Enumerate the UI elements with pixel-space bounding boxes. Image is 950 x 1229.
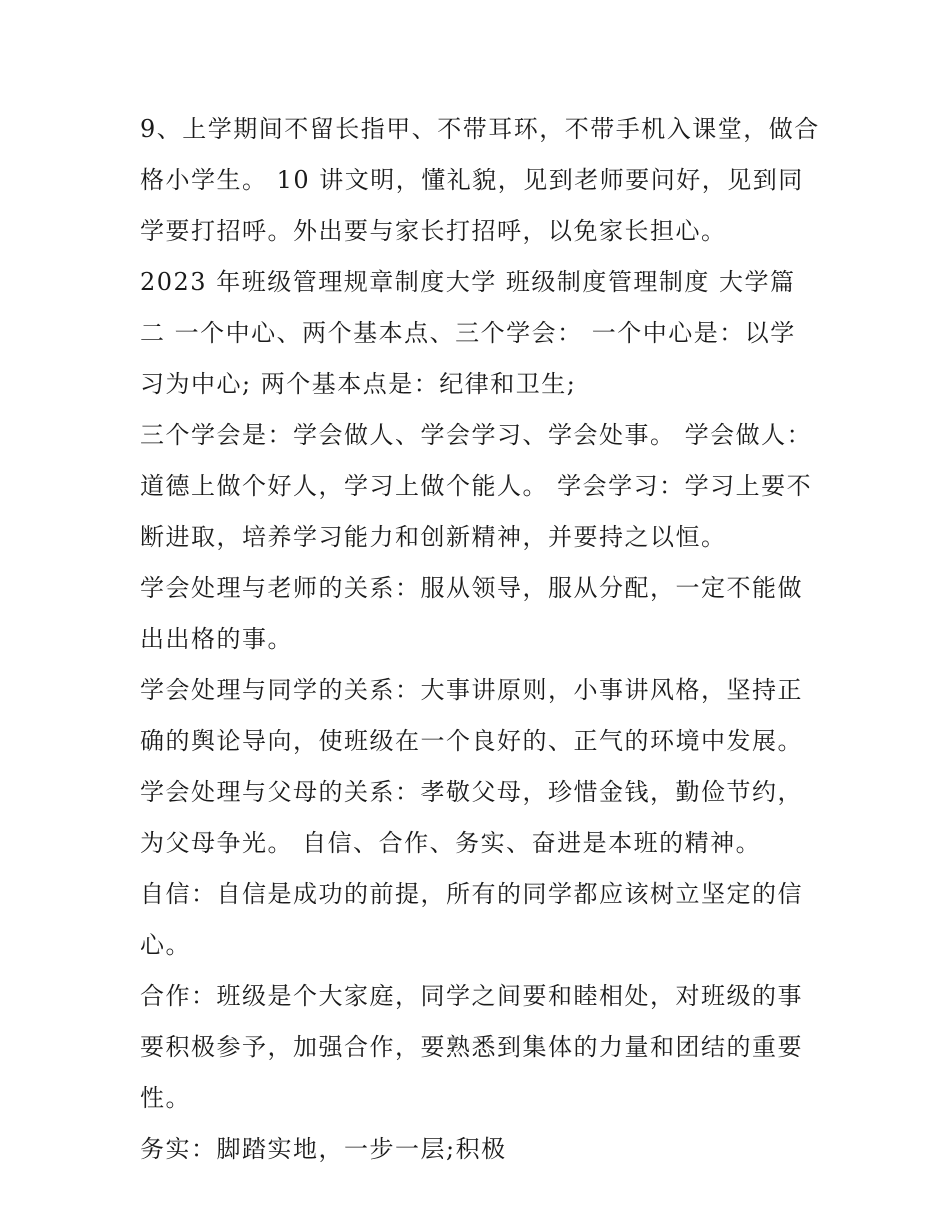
paragraph-practicality: 务实：脚踏实地，一步一层;积极: [140, 1135, 507, 1163]
paragraph-teacher-relations: 学会处理与老师的关系：服从领导，服从分配，一定不能做出出格的事。: [140, 574, 803, 653]
paragraph-classmate-relations: 学会处理与同学的关系：大事讲原则，小事讲风格，坚持正确的舆论导向，使班级在一个良好的、正气的环境中发展。: [140, 676, 803, 755]
paragraph-three-skills: 三个学会是：学会做人、学会学习、学会处事。 学会做人：道德上做个好人，学习上做个能人。 学会学习：学习上要不断进取，培养学习能力和创新精神，并要持之以恒。: [140, 421, 813, 551]
paragraph-section-two-intro: 2023 年班级管理规章制度大学 班级制度管理制度 大学篇二 一个中心、两个基本点、三个学会： 一个中心是：以学习为中心; 两个基本点是：纪律和卫生;: [140, 268, 796, 398]
paragraph-confidence: 自信：自信是成功的前提，所有的同学都应该树立坚定的信心。: [140, 880, 803, 959]
paragraph-rules-9-10: 9、上学期间不留长指甲、不带耳环，不带手机入课堂，做合格小学生。 10 讲文明，懂礼貌，见到老师要问好，见到同学要打招呼。外出要与家长打招呼，以免家长担心。: [140, 115, 820, 245]
paragraph-parent-relations: 学会处理与父母的关系：孝敬父母，珍惜金钱，勤俭节约，为父母争光。 自信、合作、务实、奋进是本班的精神。: [140, 778, 803, 857]
paragraph-cooperation: 合作：班级是个大家庭，同学之间要和睦相处，对班级的事要积极参予，加强合作，要熟悉到集体的力量和团结的重要性。: [140, 982, 803, 1112]
document-body: [140, 104, 820, 1175]
